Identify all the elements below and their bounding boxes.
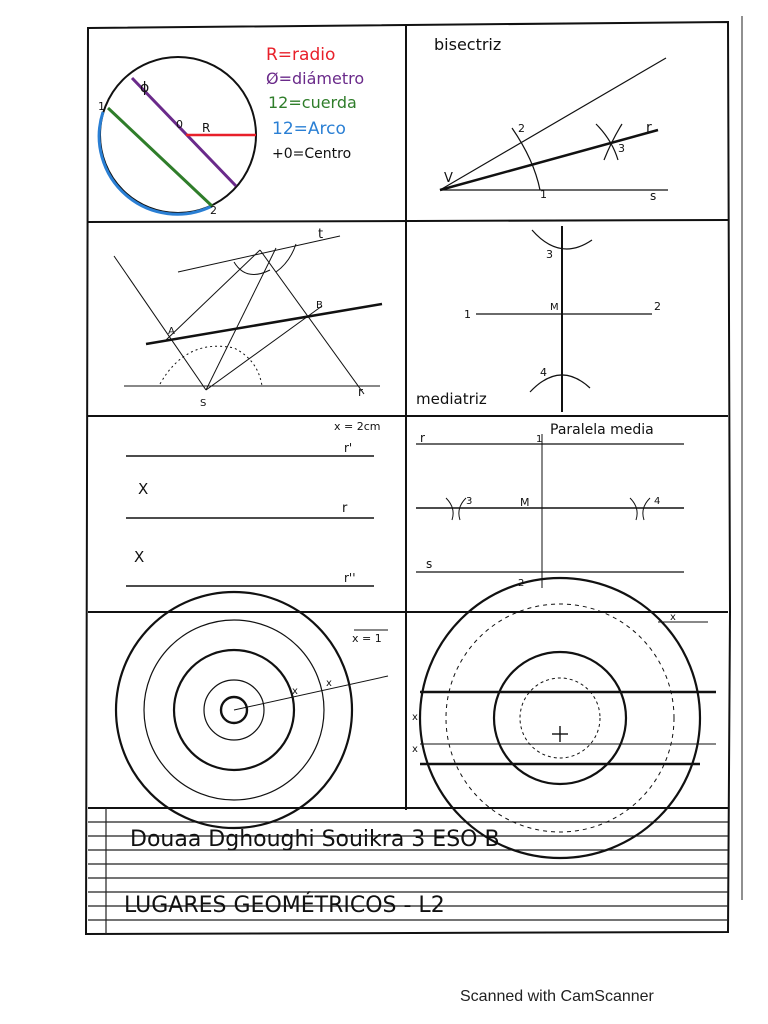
label-v: V [444, 171, 453, 186]
label-x-a: x [292, 686, 298, 697]
label-m: M [550, 302, 559, 313]
label-b: B [316, 300, 323, 311]
legend-cuerda: 12=cuerda [268, 93, 357, 112]
title-mediatriz: mediatriz [416, 390, 487, 408]
cell-parallels [126, 420, 380, 586]
label-r-second: r'' [344, 571, 356, 585]
name-staff-lines [88, 16, 742, 934]
legend-diametro: Ø=diámetro [266, 69, 365, 88]
label-s: s [426, 557, 433, 571]
label-4: 4 [654, 496, 661, 507]
cell-concentric-circles [116, 592, 388, 828]
legend-centro: +0=Centro [272, 146, 352, 162]
label-1: 1 [464, 308, 471, 321]
cell-circle-parts [98, 45, 364, 217]
title-paralela-media: Paralela media [550, 422, 654, 438]
label-r-prime: r' [344, 441, 353, 455]
grid-frame [86, 22, 730, 934]
label-3: 3 [466, 496, 473, 507]
title-bisectriz: bisectriz [434, 35, 502, 54]
label-m: M [520, 496, 530, 509]
label-s: s [650, 189, 657, 203]
label-x-b: x [326, 678, 332, 689]
label-r: r [420, 431, 425, 445]
label-2: 2 [518, 122, 525, 135]
label-t: t [318, 227, 324, 242]
label-r: r [342, 501, 348, 516]
label-x-b: x [412, 744, 418, 755]
cell-bisectriz [434, 35, 668, 203]
camscanner-footer: Scanned with CamScanner [460, 988, 654, 1005]
cell-paralela-media [416, 422, 684, 589]
label-x-top: X [138, 480, 149, 498]
label-a: A [168, 326, 175, 337]
label-x-a: x [412, 712, 418, 723]
label-phi: ϕ [140, 80, 150, 96]
label-1: 1 [540, 188, 547, 201]
legend-radio: R=radio [266, 45, 336, 65]
label-3: 3 [546, 248, 553, 261]
worksheet-topic: LUGARES GEOMÉTRICOS - L2 [124, 893, 445, 918]
label-1: 1 [98, 100, 105, 113]
note-x-1: x = 1 [352, 632, 382, 645]
label-0: 0 [176, 118, 183, 131]
note-x: x [670, 612, 676, 623]
cell-mediatriz [416, 226, 661, 412]
label-x-bottom: X [134, 548, 145, 566]
cell-circle-strips [412, 578, 716, 858]
student-name: Douaa Dghoughi Souikra 3 ESO B [130, 827, 500, 852]
label-4: 4 [540, 366, 547, 379]
label-2: 2 [210, 204, 217, 217]
legend-arco: 12=Arco [272, 119, 346, 139]
label-r: r [358, 385, 363, 399]
label-2: 2 [654, 300, 661, 313]
label-1: 1 [536, 434, 543, 445]
label-3: 3 [618, 142, 625, 155]
note-x-2cm: x = 2cm [334, 420, 381, 433]
label-2: 2 [518, 578, 525, 589]
cell-construction [114, 227, 382, 409]
label-r: R [202, 121, 211, 135]
label-r: r [646, 120, 652, 136]
label-s: S [200, 398, 207, 409]
